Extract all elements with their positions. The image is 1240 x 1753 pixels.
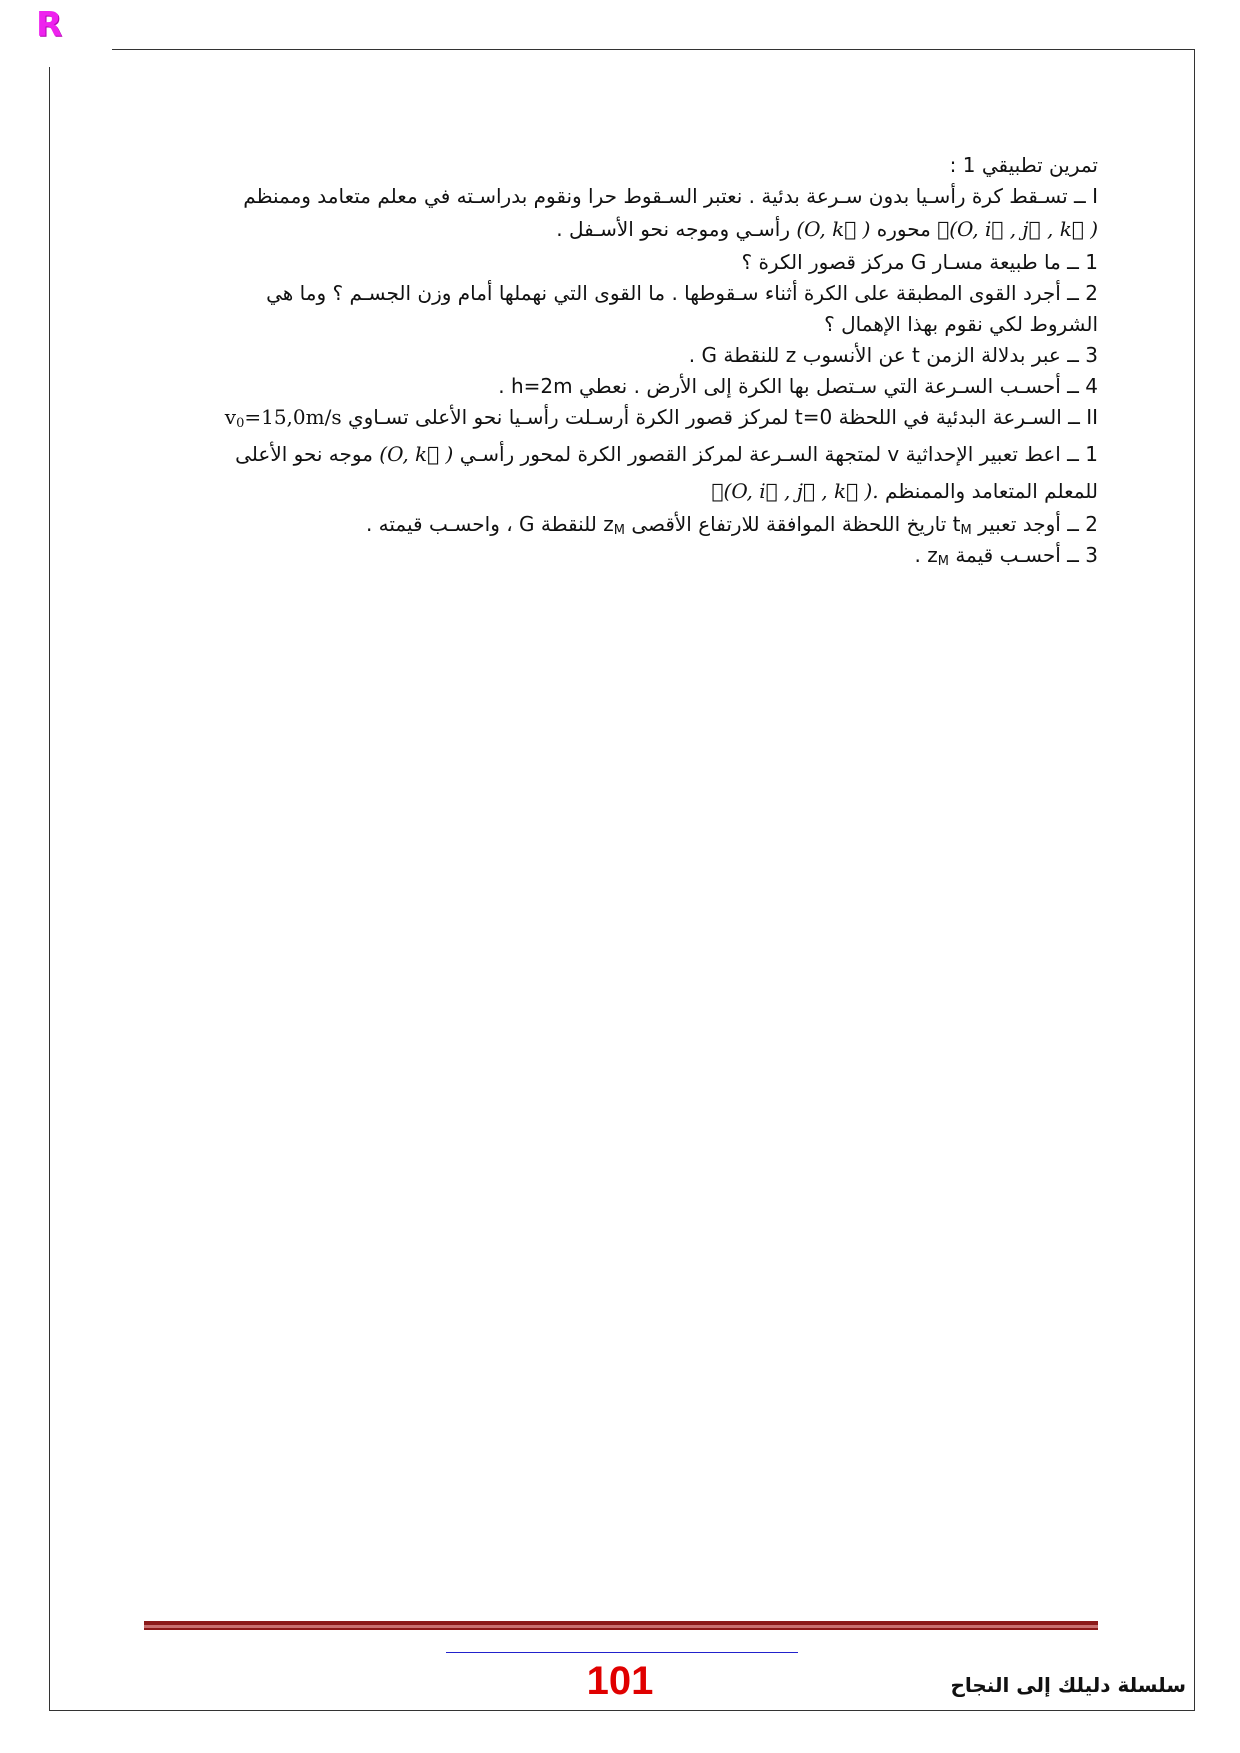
part2-question-1a — [148, 439, 1098, 470]
part2-question-1b — [148, 476, 1098, 507]
frame-formula: ℛ(O, i⃗ , j⃗ , k⃗ ) — [937, 217, 1098, 241]
footer-divider-inner — [144, 1625, 1098, 1628]
bottom-border-line — [49, 1710, 1195, 1711]
axis-description: رأسـي وموجه نحو الأسـفل . — [556, 217, 791, 241]
exercise-title: تمرين تطبيقي 1 : — [949, 153, 1098, 177]
page-number: 101 — [586, 1659, 654, 1703]
left-border-line — [49, 67, 50, 1710]
logo: R — [36, 5, 63, 45]
axis-formula: (O, k⃗ ) — [796, 217, 871, 241]
part1-question-2a: 2 ــ أجرد القوى المطبقة على الكرة أثناء سـقوطها . ما القوى التي نهملها أمام وزن الجسـم ؟ وما هي — [266, 281, 1098, 305]
part1-question-3: 3 ــ عبر بدلالة الزمن t عن الأنسوب z للنقطة G . — [688, 343, 1098, 367]
part2-frame-formula: ℛ(O, i⃗ , j⃗ , k⃗ ). — [711, 479, 879, 503]
part1-intro-line2 — [148, 214, 1098, 245]
part2-axis-formula: (O, k⃗ ) — [379, 442, 454, 466]
exercise-content — [148, 150, 1098, 571]
right-border-line — [1194, 49, 1195, 1710]
series-title: سلسلة دليلك إلى النجاح — [950, 1673, 1186, 1697]
part2-intro-text: II ــ السـرعة البدئية في اللحظة t=0 لمركز قصور الكرة أرسـلت رأسـيا نحو الأعلى تسـاوي — [347, 405, 1098, 429]
part2-q1-text-a: 1 ــ اعط تعبير الإحداثية v لمتجهة السـرعة لمركز القصور الكرة لمحور رأسـي — [459, 442, 1098, 466]
part1-question-4: 4 ــ أحسـب السـرعة التي سـتصل بها الكرة إلى الأرض . نعطي h=2m . — [498, 374, 1098, 398]
part2-question-2: 2 ــ أوجد تعبير $t_M$ تاريخ اللحظة الموافقة للارتفاع الأقصى $z_M$ للنقطة G ، واحسـب قيمته . — [365, 512, 1098, 538]
initial-velocity: $v_0=15,0m/s$ — [224, 405, 342, 431]
part2-q1-text-b: موجه نحو الأعلى — [235, 442, 373, 466]
part1-intro-line1: I ــ تسـقط كرة رأسـيا بدون سـرعة بدئية . نعتبر السـقوط حرا ونقوم بدراسـته في معلم متعامد وممنظم — [243, 184, 1098, 208]
part1-question-1: 1 ــ ما طبيعة مسـار G مركز قصور الكرة ؟ — [741, 250, 1098, 274]
part2-intro — [148, 402, 1098, 433]
axis-label-1: محوره — [876, 217, 931, 241]
part1-question-2b: الشروط لكي نقوم بهذا الإهمال ؟ — [824, 312, 1098, 336]
part2-question-3: 3 ــ أحسـب قيمة $z_M$ . — [914, 543, 1098, 569]
part2-q1-frame-label: للمعلم المتعامد والممنظم — [885, 479, 1098, 503]
footer-link-underline — [446, 1652, 798, 1653]
top-border-line — [112, 49, 1195, 50]
